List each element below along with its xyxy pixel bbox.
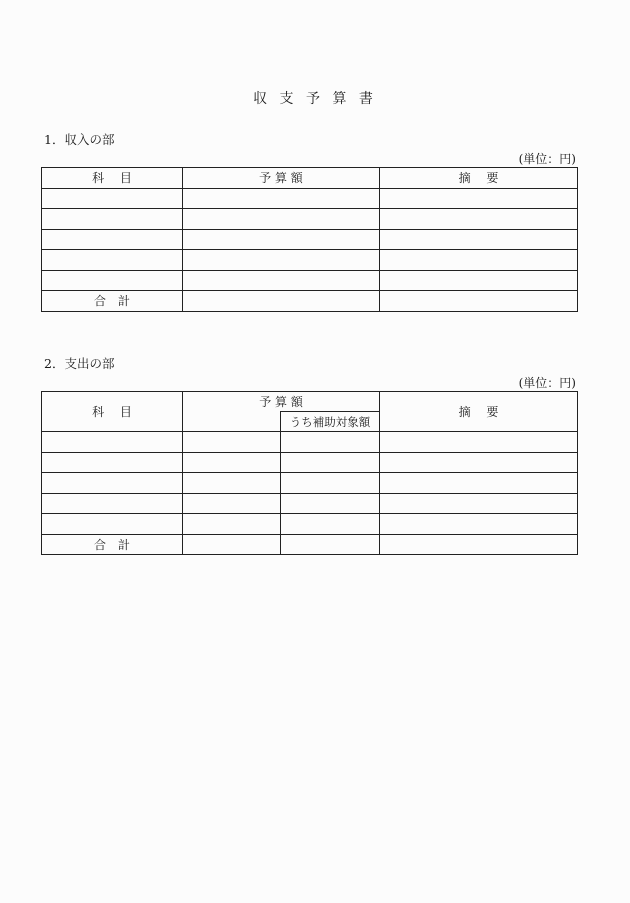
table-row (42, 432, 578, 453)
income-item-cell[interactable] (42, 188, 183, 209)
table-row (42, 209, 578, 230)
expense-budget-cell[interactable] (183, 514, 281, 535)
expense-budget-cell[interactable] (183, 452, 281, 473)
expense-remarks-cell[interactable] (380, 514, 578, 535)
table-row (42, 270, 578, 291)
table-row (42, 229, 578, 250)
expense-item-cell[interactable] (42, 473, 183, 494)
income-item-cell[interactable] (42, 229, 183, 250)
income-section-heading: 1．収入の部 (44, 132, 115, 147)
income-item-cell[interactable] (42, 270, 183, 291)
expense-item-cell[interactable] (42, 514, 183, 535)
table-row (42, 452, 578, 473)
table-row (42, 514, 578, 535)
income-remarks-cell[interactable] (380, 188, 578, 209)
expense-subsidy-cell[interactable] (281, 473, 380, 494)
expense-total-remarks-cell[interactable] (380, 534, 578, 555)
table-row (42, 188, 578, 209)
expense-item-cell[interactable] (42, 452, 183, 473)
income-budget-cell[interactable] (183, 270, 380, 291)
income-total-row (42, 291, 578, 312)
income-budget-cell[interactable] (183, 229, 380, 250)
income-remarks-cell[interactable] (380, 229, 578, 250)
income-budget-cell[interactable] (183, 188, 380, 209)
income-remarks-cell[interactable] (380, 250, 578, 271)
expense-unit-label: (単位：円) (518, 376, 576, 390)
expense-budget-cell[interactable] (183, 473, 281, 494)
expense-total-label: 合 計 (42, 534, 183, 555)
expense-section-heading: 2．支出の部 (44, 356, 115, 371)
expense-remarks-cell[interactable] (380, 473, 578, 494)
expense-total-subsidy-cell[interactable] (281, 534, 380, 555)
expense-subsidy-cell[interactable] (281, 493, 380, 514)
expense-header-item: 科 目 (42, 392, 183, 432)
table-row (42, 250, 578, 271)
income-table (41, 167, 578, 312)
income-header-budget: 予 算 額 (183, 168, 380, 189)
expense-table (41, 391, 578, 555)
income-total-label: 合 計 (42, 291, 183, 312)
expense-remarks-cell[interactable] (380, 452, 578, 473)
income-remarks-cell[interactable] (380, 209, 578, 230)
expense-subsidy-cell[interactable] (281, 452, 380, 473)
income-unit-label: (単位：円) (518, 152, 576, 166)
expense-header-row (42, 392, 578, 412)
income-item-cell[interactable] (42, 209, 183, 230)
income-remarks-cell[interactable] (380, 270, 578, 291)
income-total-budget-cell[interactable] (183, 291, 380, 312)
income-budget-cell[interactable] (183, 209, 380, 230)
expense-subsidy-cell[interactable] (281, 514, 380, 535)
income-total-remarks-cell[interactable] (380, 291, 578, 312)
expense-header-subsidy-portion: うち補助対象額 (281, 412, 380, 432)
expense-budget-cell[interactable] (183, 432, 281, 453)
income-budget-cell[interactable] (183, 250, 380, 271)
expense-total-budget-cell[interactable] (183, 534, 281, 555)
income-header-remarks: 摘 要 (380, 168, 578, 189)
expense-header-remarks: 摘 要 (380, 392, 578, 432)
income-header-row (42, 168, 578, 189)
expense-header-budget: 予 算 額 (183, 392, 380, 412)
expense-remarks-cell[interactable] (380, 432, 578, 453)
expense-subheader-spacer (183, 412, 281, 432)
expense-budget-cell[interactable] (183, 493, 281, 514)
expense-item-cell[interactable] (42, 432, 183, 453)
expense-subsidy-cell[interactable] (281, 432, 380, 453)
table-row (42, 493, 578, 514)
table-row (42, 473, 578, 494)
document-title: 収 支 予 算 書 (253, 91, 377, 107)
expense-remarks-cell[interactable] (380, 493, 578, 514)
income-item-cell[interactable] (42, 250, 183, 271)
income-header-item: 科 目 (42, 168, 183, 189)
expense-item-cell[interactable] (42, 493, 183, 514)
expense-total-row (42, 534, 578, 555)
